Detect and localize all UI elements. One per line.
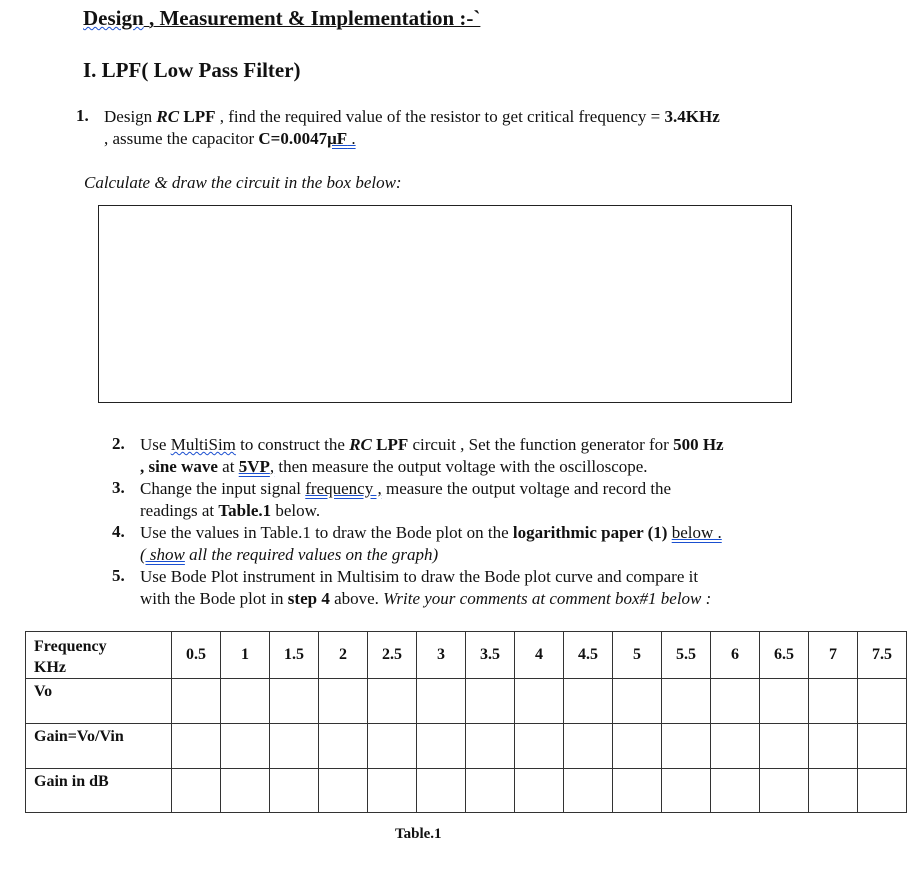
input-cell[interactable] — [417, 769, 466, 813]
input-cell[interactable] — [711, 769, 760, 813]
input-cell[interactable] — [172, 679, 221, 724]
input-cell[interactable] — [858, 769, 907, 813]
table-row-vo — [26, 679, 907, 724]
input-cell[interactable] — [662, 769, 711, 813]
input-cell[interactable] — [711, 724, 760, 769]
freq-cell: 4 — [515, 632, 564, 679]
section-title: I. LPF( Low Pass Filter) — [83, 58, 301, 82]
input-cell[interactable] — [319, 724, 368, 769]
step5-line2: with the Bode plot in step 4 above. Write your comments at comment box#1 below : — [140, 589, 712, 608]
step4-line1: Use the values in Table.1 to draw the Bode plot on the logarithmic paper (1) below . — [140, 523, 722, 542]
calc-instruction: Calculate & draw the circuit in the box below: — [84, 173, 402, 192]
freq-cell: 0.5 — [172, 632, 221, 679]
input-cell[interactable] — [221, 679, 270, 724]
input-cell[interactable] — [809, 769, 858, 813]
input-cell[interactable] — [662, 679, 711, 724]
input-cell[interactable] — [760, 769, 809, 813]
input-cell[interactable] — [515, 724, 564, 769]
input-cell[interactable] — [809, 679, 858, 724]
input-cell[interactable] — [515, 769, 564, 813]
input-cell[interactable] — [270, 769, 319, 813]
table-header-row — [26, 632, 907, 679]
freq-cell: 2 — [319, 632, 368, 679]
step3-line2: readings at Table.1 below. — [140, 501, 321, 520]
freq-cell: 3 — [417, 632, 466, 679]
freq-cell: 2.5 — [368, 632, 417, 679]
table-row-gain — [26, 724, 907, 769]
input-cell[interactable] — [417, 679, 466, 724]
input-cell[interactable] — [319, 679, 368, 724]
freq-cell: 1 — [221, 632, 270, 679]
step3-number: 3. — [112, 478, 125, 497]
heading-rest: , Measurement & Implementation :-` — [143, 6, 481, 30]
freq-cell: 7 — [809, 632, 858, 679]
row-label-gain-db: Gain in dB — [26, 769, 172, 813]
freq-cell: 7.5 — [858, 632, 907, 679]
input-cell[interactable] — [809, 724, 858, 769]
input-cell[interactable] — [270, 724, 319, 769]
step2-line1: Use MultiSim to construct the RC LPF circuit , Set the function generator for 500 Hz — [140, 435, 724, 454]
input-cell[interactable] — [613, 769, 662, 813]
step4-line2: ( show all the required values on the graph) — [140, 545, 439, 564]
step1-number: 1. — [76, 106, 89, 125]
step2-line2: , sine wave at 5VP, then measure the output voltage with the oscilloscope. — [140, 457, 648, 476]
freq-cell: 6 — [711, 632, 760, 679]
freq-cell: 4.5 — [564, 632, 613, 679]
input-cell[interactable] — [466, 724, 515, 769]
input-cell[interactable] — [760, 724, 809, 769]
input-cell[interactable] — [662, 724, 711, 769]
step4-number: 4. — [112, 522, 125, 541]
input-cell[interactable] — [270, 679, 319, 724]
input-cell[interactable] — [858, 679, 907, 724]
input-cell[interactable] — [368, 724, 417, 769]
input-cell[interactable] — [711, 679, 760, 724]
input-cell[interactable] — [515, 679, 564, 724]
input-cell[interactable] — [613, 724, 662, 769]
freq-cell: 6.5 — [760, 632, 809, 679]
input-cell[interactable] — [368, 769, 417, 813]
input-cell[interactable] — [466, 679, 515, 724]
input-cell[interactable] — [417, 724, 466, 769]
step5-number: 5. — [112, 566, 125, 585]
input-cell[interactable] — [368, 679, 417, 724]
freq-cell: 5 — [613, 632, 662, 679]
input-cell[interactable] — [564, 724, 613, 769]
input-cell[interactable] — [319, 769, 368, 813]
input-cell[interactable] — [221, 724, 270, 769]
input-cell[interactable] — [172, 724, 221, 769]
step3-line1: Change the input signal frequency , measure the output voltage and record the — [140, 479, 672, 498]
step2-number: 2. — [112, 434, 125, 453]
freq-cell: 5.5 — [662, 632, 711, 679]
freq-cell: 3.5 — [466, 632, 515, 679]
input-cell[interactable] — [221, 769, 270, 813]
step5-line1: Use Bode Plot instrument in Multisim to draw the Bode plot curve and compare it — [140, 567, 699, 586]
input-cell[interactable] — [466, 769, 515, 813]
input-cell[interactable] — [172, 769, 221, 813]
input-cell[interactable] — [564, 769, 613, 813]
row-label-gain: Gain=Vo/Vin — [26, 724, 172, 769]
heading-design: Design — [83, 6, 144, 30]
table-caption: Table.1 — [395, 826, 442, 842]
page-heading — [83, 6, 480, 31]
input-cell[interactable] — [760, 679, 809, 724]
circuit-drawing-box[interactable] — [98, 205, 792, 403]
input-cell[interactable] — [564, 679, 613, 724]
input-cell[interactable] — [613, 679, 662, 724]
freq-cell: 1.5 — [270, 632, 319, 679]
step1-line1: Design RC LPF , find the required value of the resistor to get critical frequency = 3.4KHz — [104, 107, 720, 126]
header-frequency-label: Frequency KHz — [26, 632, 172, 679]
measurement-table — [25, 631, 907, 813]
row-label-vo: Vo — [26, 679, 172, 724]
table-row-gain-db — [26, 769, 907, 813]
input-cell[interactable] — [858, 724, 907, 769]
step1-line2: , assume the capacitor C=0.0047μF . — [104, 129, 356, 148]
